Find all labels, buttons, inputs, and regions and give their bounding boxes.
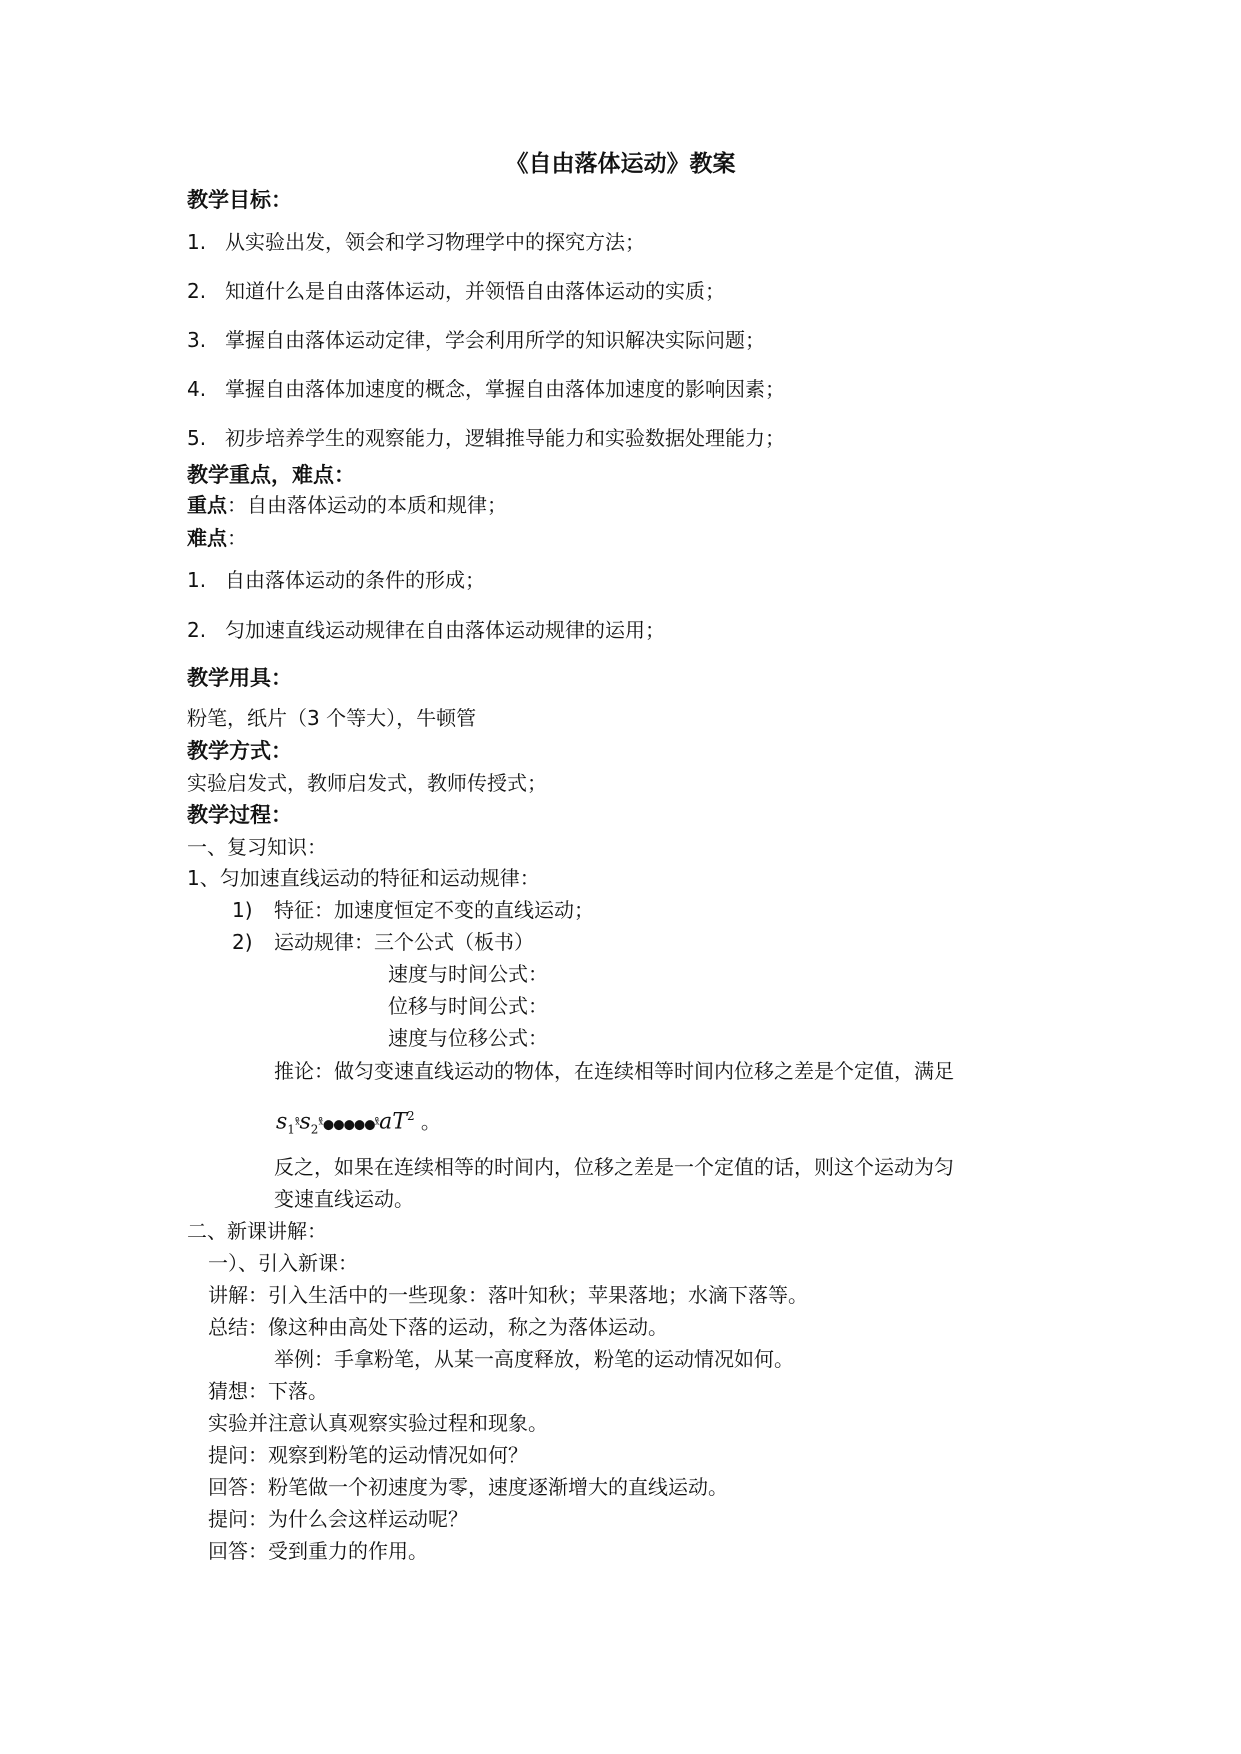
key-text: ：自由落体运动的本质和规律；: [227, 493, 507, 517]
goal-num: 3.: [187, 328, 207, 352]
formula-label: 速度与位移公式：: [388, 1026, 548, 1050]
key-label: 重点: [187, 493, 227, 517]
sub-num: 1): [232, 898, 253, 922]
difficult-colon: ：: [227, 526, 247, 550]
difficult-text: 匀加速直线运动规律在自由落体运动规律的运用；: [225, 618, 665, 642]
sub-num: 2): [232, 930, 253, 954]
lesson-line: 总结：像这种由高处下落的运动，称之为落体运动。: [208, 1315, 668, 1339]
goal-num: 5.: [187, 426, 207, 450]
lesson-line: 提问：为什么会这样运动呢？: [208, 1507, 468, 1531]
converse-text: 变速直线运动。: [274, 1187, 414, 1211]
difficult-item: [187, 616, 665, 644]
lesson-line: 举例：手拿粉笔，从某一高度释放，粉笔的运动情况如何。: [274, 1347, 794, 1371]
review-heading: 一、复习知识：: [187, 835, 327, 859]
goal-item: [187, 277, 725, 305]
sub-item-2: [232, 928, 534, 956]
intro-heading: 一）、引入新课：: [208, 1251, 358, 1275]
process-heading: 教学过程：: [187, 803, 292, 827]
difficult-num: 1.: [187, 568, 207, 592]
tools-heading: 教学用具：: [187, 666, 292, 690]
difficult-label: 难点: [187, 526, 227, 550]
difficult-text: 自由落体运动的条件的形成；: [225, 568, 485, 592]
formula-aT: aT: [379, 1109, 407, 1135]
formula-s2-sub: 2: [310, 1122, 319, 1137]
formula-label: 速度与时间公式：: [388, 962, 548, 986]
lesson-line: 回答：粉笔做一个初速度为零，速度逐渐增大的直线运动。: [208, 1475, 728, 1499]
lesson-line: 猜想：下落。: [208, 1379, 328, 1403]
difficult-num: 2.: [187, 618, 207, 642]
new-lesson-heading: 二、新课讲解：: [187, 1219, 327, 1243]
goal-text: 掌握自由落体加速度的概念，掌握自由落体加速度的影响因素；: [225, 377, 785, 401]
difficult-line: [187, 524, 247, 552]
formula-end: 。: [414, 1109, 441, 1134]
difficult-item: [187, 566, 485, 594]
goal-text: 初步培养学生的观察能力，逻辑推导能力和实验数据处理能力；: [225, 426, 785, 450]
lesson-line: 回答：受到重力的作用。: [208, 1539, 428, 1563]
sub-text: 运动规律：三个公式（板书）: [274, 930, 534, 954]
keypoints-heading: 教学重点，难点：: [187, 463, 355, 487]
formula-aT-sup: 2: [406, 1109, 415, 1123]
key-point-line: [187, 491, 507, 519]
formula-label: 位移与时间公式：: [388, 994, 548, 1018]
method-text: 实验启发式，教师启发式，教师传授式；: [187, 771, 547, 795]
goal-item: [187, 228, 645, 256]
goals-heading: 教学目标：: [187, 188, 292, 212]
goal-item: [187, 424, 785, 452]
method-heading: 教学方式：: [187, 739, 292, 763]
lesson-line: 讲解：引入生活中的一些现象：落叶知秋；苹果落地；水滴下落等。: [208, 1283, 808, 1307]
goal-text: 掌握自由落体运动定律，学会利用所学的知识解决实际问题；: [225, 328, 765, 352]
sub-text: 特征：加速度恒定不变的直线运动；: [274, 898, 594, 922]
goal-num: 2.: [187, 279, 207, 303]
formula-garbled-glyph: ˣ̊●●●●●ˣ̊: [318, 1117, 380, 1133]
goal-item: [187, 326, 765, 354]
goal-item: [187, 375, 785, 403]
formula-garbled-glyph: ˣ̊: [294, 1117, 300, 1133]
formula-s1: s: [276, 1109, 288, 1135]
lesson-line: 提问：观察到粉笔的运动情况如何？: [208, 1443, 528, 1467]
formula-s1-sub: 1: [287, 1122, 295, 1137]
goal-num: 4.: [187, 377, 207, 401]
lesson-line: 实验并注意认真观察实验过程和现象。: [208, 1411, 548, 1435]
converse-text: 反之，如果在连续相等的时间内，位移之差是一个定值的话，则这个运动为匀: [274, 1155, 954, 1179]
document-title: 《自由落体运动》教案: [505, 151, 736, 177]
review-item: 1、匀加速直线运动的特征和运动规律：: [187, 866, 540, 890]
formula-s2: s: [299, 1109, 311, 1135]
inference-text: 推论：做匀变速直线运动的物体，在连续相等时间内位移之差是个定值，满足: [274, 1059, 954, 1083]
tools-text: 粉笔，纸片（3 个等大），牛顿管: [187, 706, 477, 730]
difference-formula: [276, 1102, 441, 1144]
goal-num: 1.: [187, 230, 207, 254]
goal-text: 知道什么是自由落体运动，并领悟自由落体运动的实质；: [225, 279, 725, 303]
sub-item-1: [232, 896, 594, 924]
goal-text: 从实验出发，领会和学习物理学中的探究方法；: [225, 230, 645, 254]
